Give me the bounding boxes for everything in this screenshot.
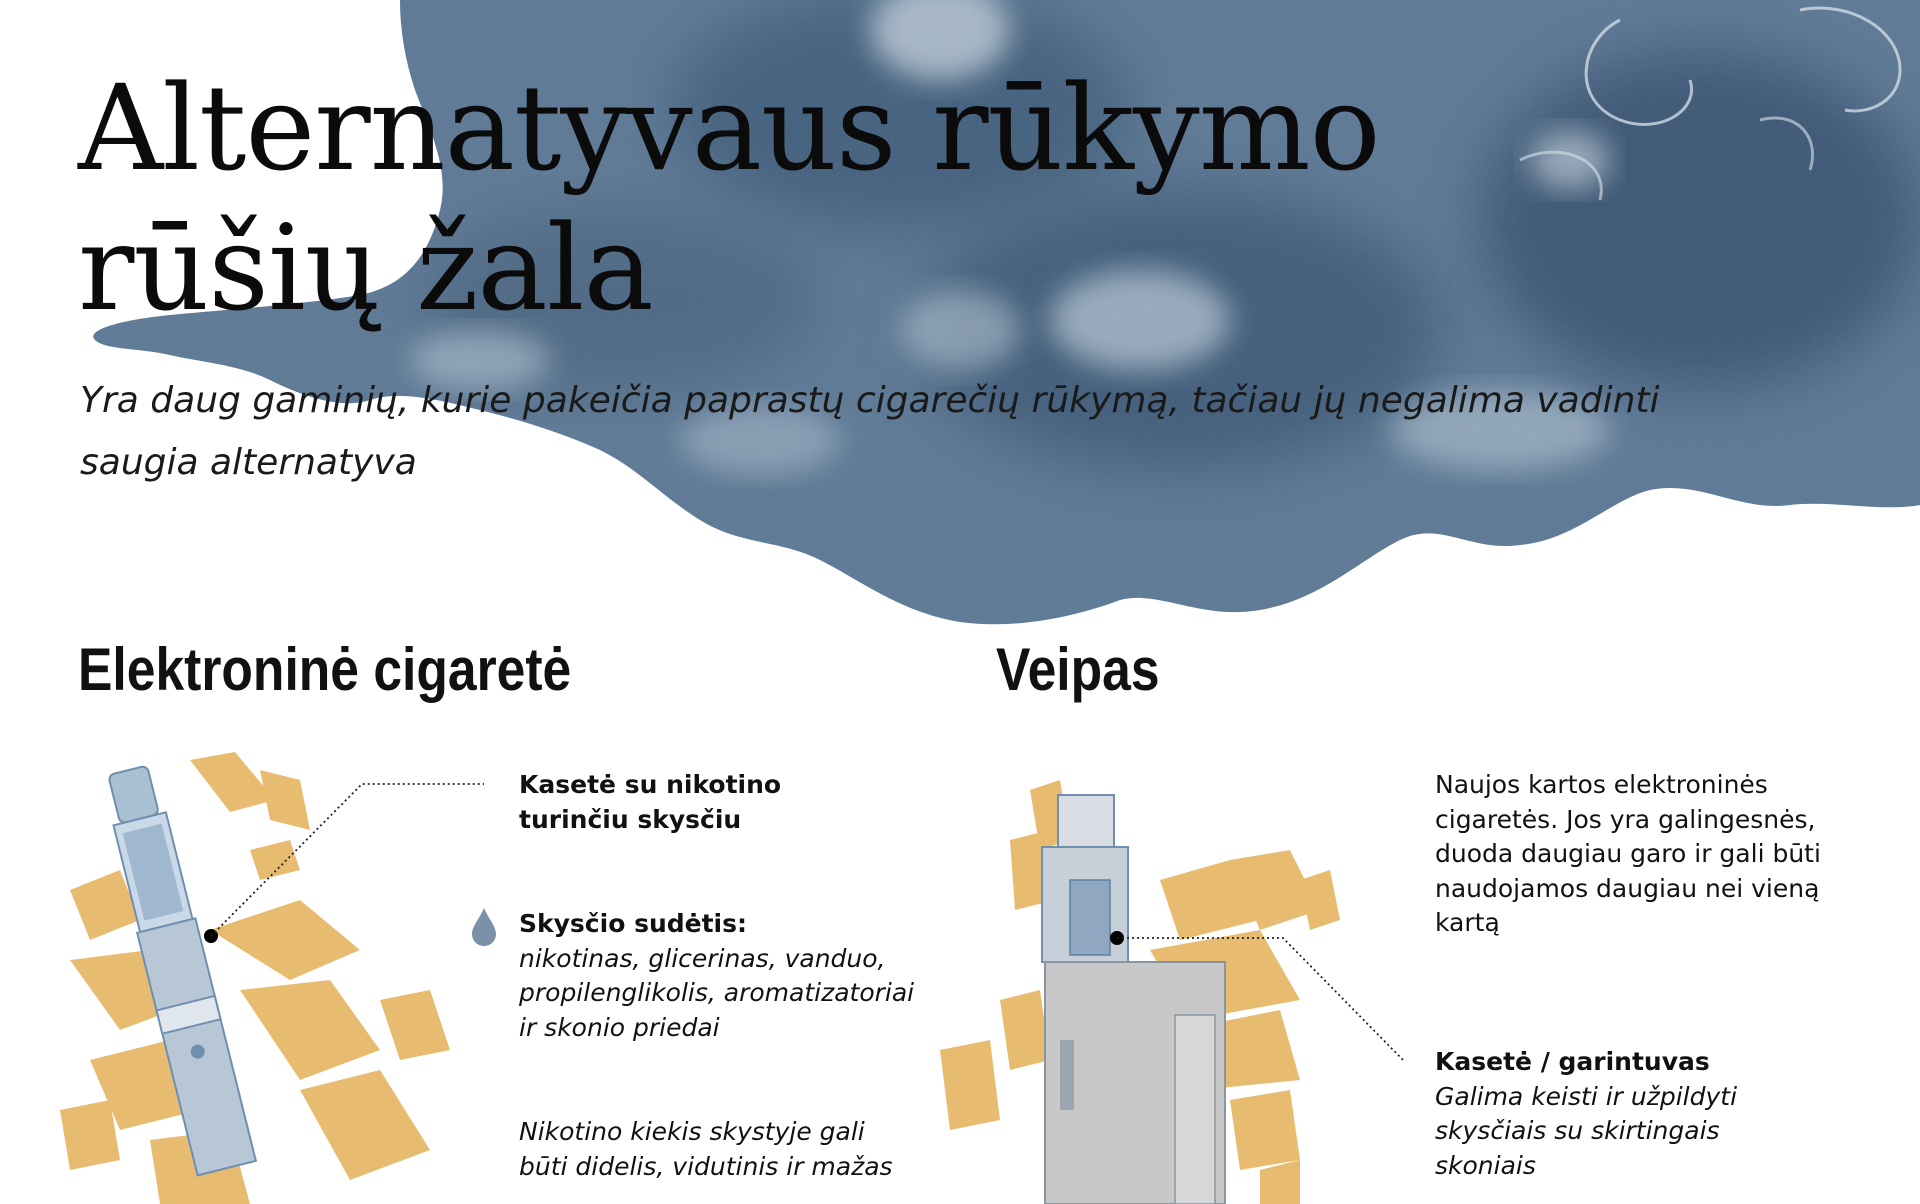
note-vape-cassette-heading: Kasetė / garintuvas bbox=[1435, 1047, 1710, 1076]
page-title bbox=[78, 58, 1578, 338]
note-vape-description bbox=[1435, 768, 1875, 941]
note-vape-cassette-body: Galima keisti ir užpildyti skysčiais su skirtingais skoniais bbox=[1435, 1081, 1738, 1180]
note-liquid-heading: Skysčio sudėtis: bbox=[519, 909, 748, 938]
section-title-e-cigarette: Elektroninė cigaretė bbox=[78, 636, 572, 703]
page-title-line-1: Alternatyvaus rūkymo bbox=[78, 59, 1380, 197]
note-vape-description-text: Naujos kartos elektroninės cigaretės. Jos yra galingesnės, duoda daugiau garo ir gali būti naudojamos daugiau nei vieną kartą bbox=[1435, 770, 1821, 937]
page-title-line-2: rūšių žala bbox=[78, 199, 653, 337]
note-liquid-body: nikotinas, glicerinas, vanduo, propilenglikolis, aromatizatoriai ir skonio priedai bbox=[519, 943, 915, 1042]
note-nicotine-amount bbox=[519, 1115, 899, 1184]
note-cassette-line-1: Kasetė su nikotino bbox=[519, 770, 782, 799]
note-nicotine-amount-text: Nikotino kiekis skystyje gali būti didelis, vidutinis ir mažas bbox=[519, 1117, 893, 1181]
note-vape-cassette bbox=[1435, 1045, 1815, 1183]
drop-icon bbox=[468, 906, 500, 948]
note-cassette-line-2: turinčiu skysčiu bbox=[519, 804, 742, 834]
page-subtitle: Yra daug gaminių, kurie pakeičia paprastų cigarečių rūkymą, tačiau jų negalima vadinti saugia alternatyva bbox=[80, 380, 1660, 483]
note-cassette bbox=[519, 768, 879, 837]
note-liquid-composition bbox=[519, 907, 939, 1045]
section-title-vape: Veipas bbox=[996, 636, 1160, 703]
